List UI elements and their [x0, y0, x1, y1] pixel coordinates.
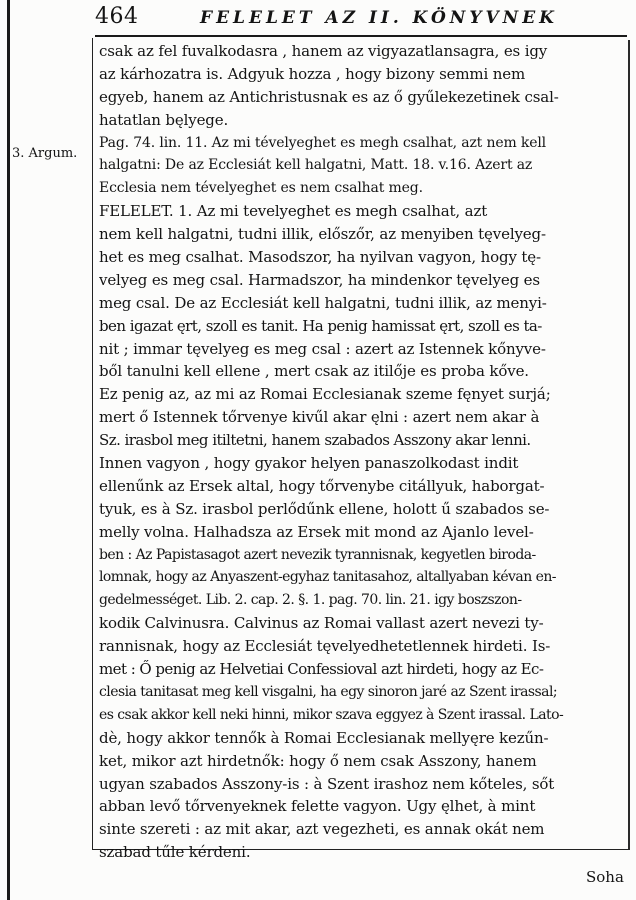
text-line: ben igazat ęrt, szoll es tanit. Ha penig hamissat ęrt, szoll es ta- — [99, 316, 542, 335]
text-line: hatatlan bęlyege. — [99, 110, 229, 129]
text-line: ket, mikor azt hirdetnők: hogy ő nem csak Asszony, hanem — [99, 751, 537, 770]
text-line: szabad tűle kérdeni. — [99, 843, 251, 862]
text-line: az kárhozatra is. Adgyuk hozza , hogy bizony semmi nem — [99, 64, 526, 83]
text-line: sinte szereti : az mit akar, azt vegezheti, es annak okát nem — [99, 820, 545, 839]
text-line: csak az fel fuvalkodasra , hanem az vigyazatlansagra, es igy — [99, 42, 548, 60]
text-line: mert ő Istennek tőrvenye kivűl akar ęlni : azert nem akar à — [99, 408, 540, 427]
text-line: Innen vagyon , hogy gyakor helyen panaszolkodast indit — [99, 454, 519, 473]
text-line: dè, hogy akkor tennők à Romai Ecclesianak mellyęre kezűn- — [99, 728, 549, 747]
text-line: nit ; immar tęvelyeg es meg csal : azert az Istennek kőnyve- — [99, 339, 546, 358]
text-line: nem kell halgatni, tudni illik, előszőr, az menyiben tęvelyeg- — [99, 225, 546, 244]
text-line: ugyan szabados Asszony-is : à Szent irashoz nem kőteles, sőt — [99, 774, 555, 793]
text-line: ben : Az Papistasagot azert nevezik tyrannisnak, kegyetlen biroda- — [99, 546, 536, 563]
text-line: ellenűnk az Ersek altal, hogy tőrvenybe citállyuk, haborgat- — [99, 476, 545, 495]
margin-rule — [92, 38, 93, 850]
page-left-edge — [7, 0, 10, 900]
text-line: abban levő tőrvenyeknek felette vagyon. Ugy ęlhet, à mint — [99, 797, 536, 816]
text-line: FELELET. 1. Az mi tevelyeghet es megh csalhat, azt — [99, 202, 488, 221]
text-line: Ez penig az, az mi az Romai Ecclesianak szeme fęnyet surjá; — [99, 385, 551, 404]
margin-note: 3. Argum. — [12, 146, 78, 161]
text-line: halgatni: De az Ecclesiát kell halgatni, Matt. 18. v.16. Azert az — [99, 157, 533, 174]
text-line: lomnak, hogy az Anyaszent-egyhaz tanitasahoz, altallyaban kévan en- — [99, 569, 556, 586]
text-line: melly volna. Halhadsza az Ersek mit mond az Ajanlo level- — [99, 522, 534, 541]
catchword: Soha — [586, 868, 624, 886]
page-number: 464 — [95, 4, 139, 29]
text-line: gedelmességet. Lib. 2. cap. 2. §. 1. pag. 70. lin. 21. igy boszszon- — [99, 592, 522, 609]
text-line: kodik Calvinusra. Calvinus az Romai vallast azert nevezi ty- — [99, 614, 544, 633]
page-right-rule — [628, 40, 630, 850]
running-header — [95, 4, 620, 34]
text-line: tyuk, es à Sz. irasbol perlődűnk ellene, holott ű szabados se- — [99, 499, 550, 518]
text-line: Sz. irasbol meg itiltetni, hanem szabados Asszony akar lenni. — [99, 431, 531, 450]
body-text — [99, 40, 625, 864]
text-line: egyeb, hanem az Antichristusnak es az ő gyűlekezetinek csal- — [99, 87, 559, 106]
header-rule — [95, 35, 627, 37]
text-line: met : Ő penig az Helvetiai Confessioval azt hirdeti, hogy az Ec- — [99, 660, 544, 679]
text-line: ből tanulni kell ellene , mert csak az itilője es proba kőve. — [99, 362, 529, 381]
text-line: het es meg csalhat. Masodszor, ha nyilvan vagyon, hogy tę- — [99, 248, 541, 267]
text-line: clesia tanitasat meg kell visgalni, ha egy sinoron jaré az Szent irassal; — [99, 683, 558, 700]
text-line: Pag. 74. lin. 11. Az mi tévelyeghet es megh csalhat, azt nem kell — [99, 134, 547, 151]
text-line: velyeg es meg csal. Harmadszor, ha mindenkor tęvelyeg es — [99, 270, 540, 289]
text-line: Ecclesia nem tévelyeghet es nem csalhat meg. — [99, 180, 423, 197]
text-line: es csak akkor kell neki hinni, mikor szava eggyez à Szent irassal. Lato- — [99, 706, 564, 723]
running-title: FELELET AZ II. KÖNYVNEK — [200, 8, 558, 28]
text-line: meg csal. De az Ecclesiát kell halgatni, tudni illik, az menyi- — [99, 293, 547, 312]
text-line: rannisnak, hogy az Ecclesiát tęvelyedhetetlennek hirdeti. Is- — [99, 637, 551, 656]
